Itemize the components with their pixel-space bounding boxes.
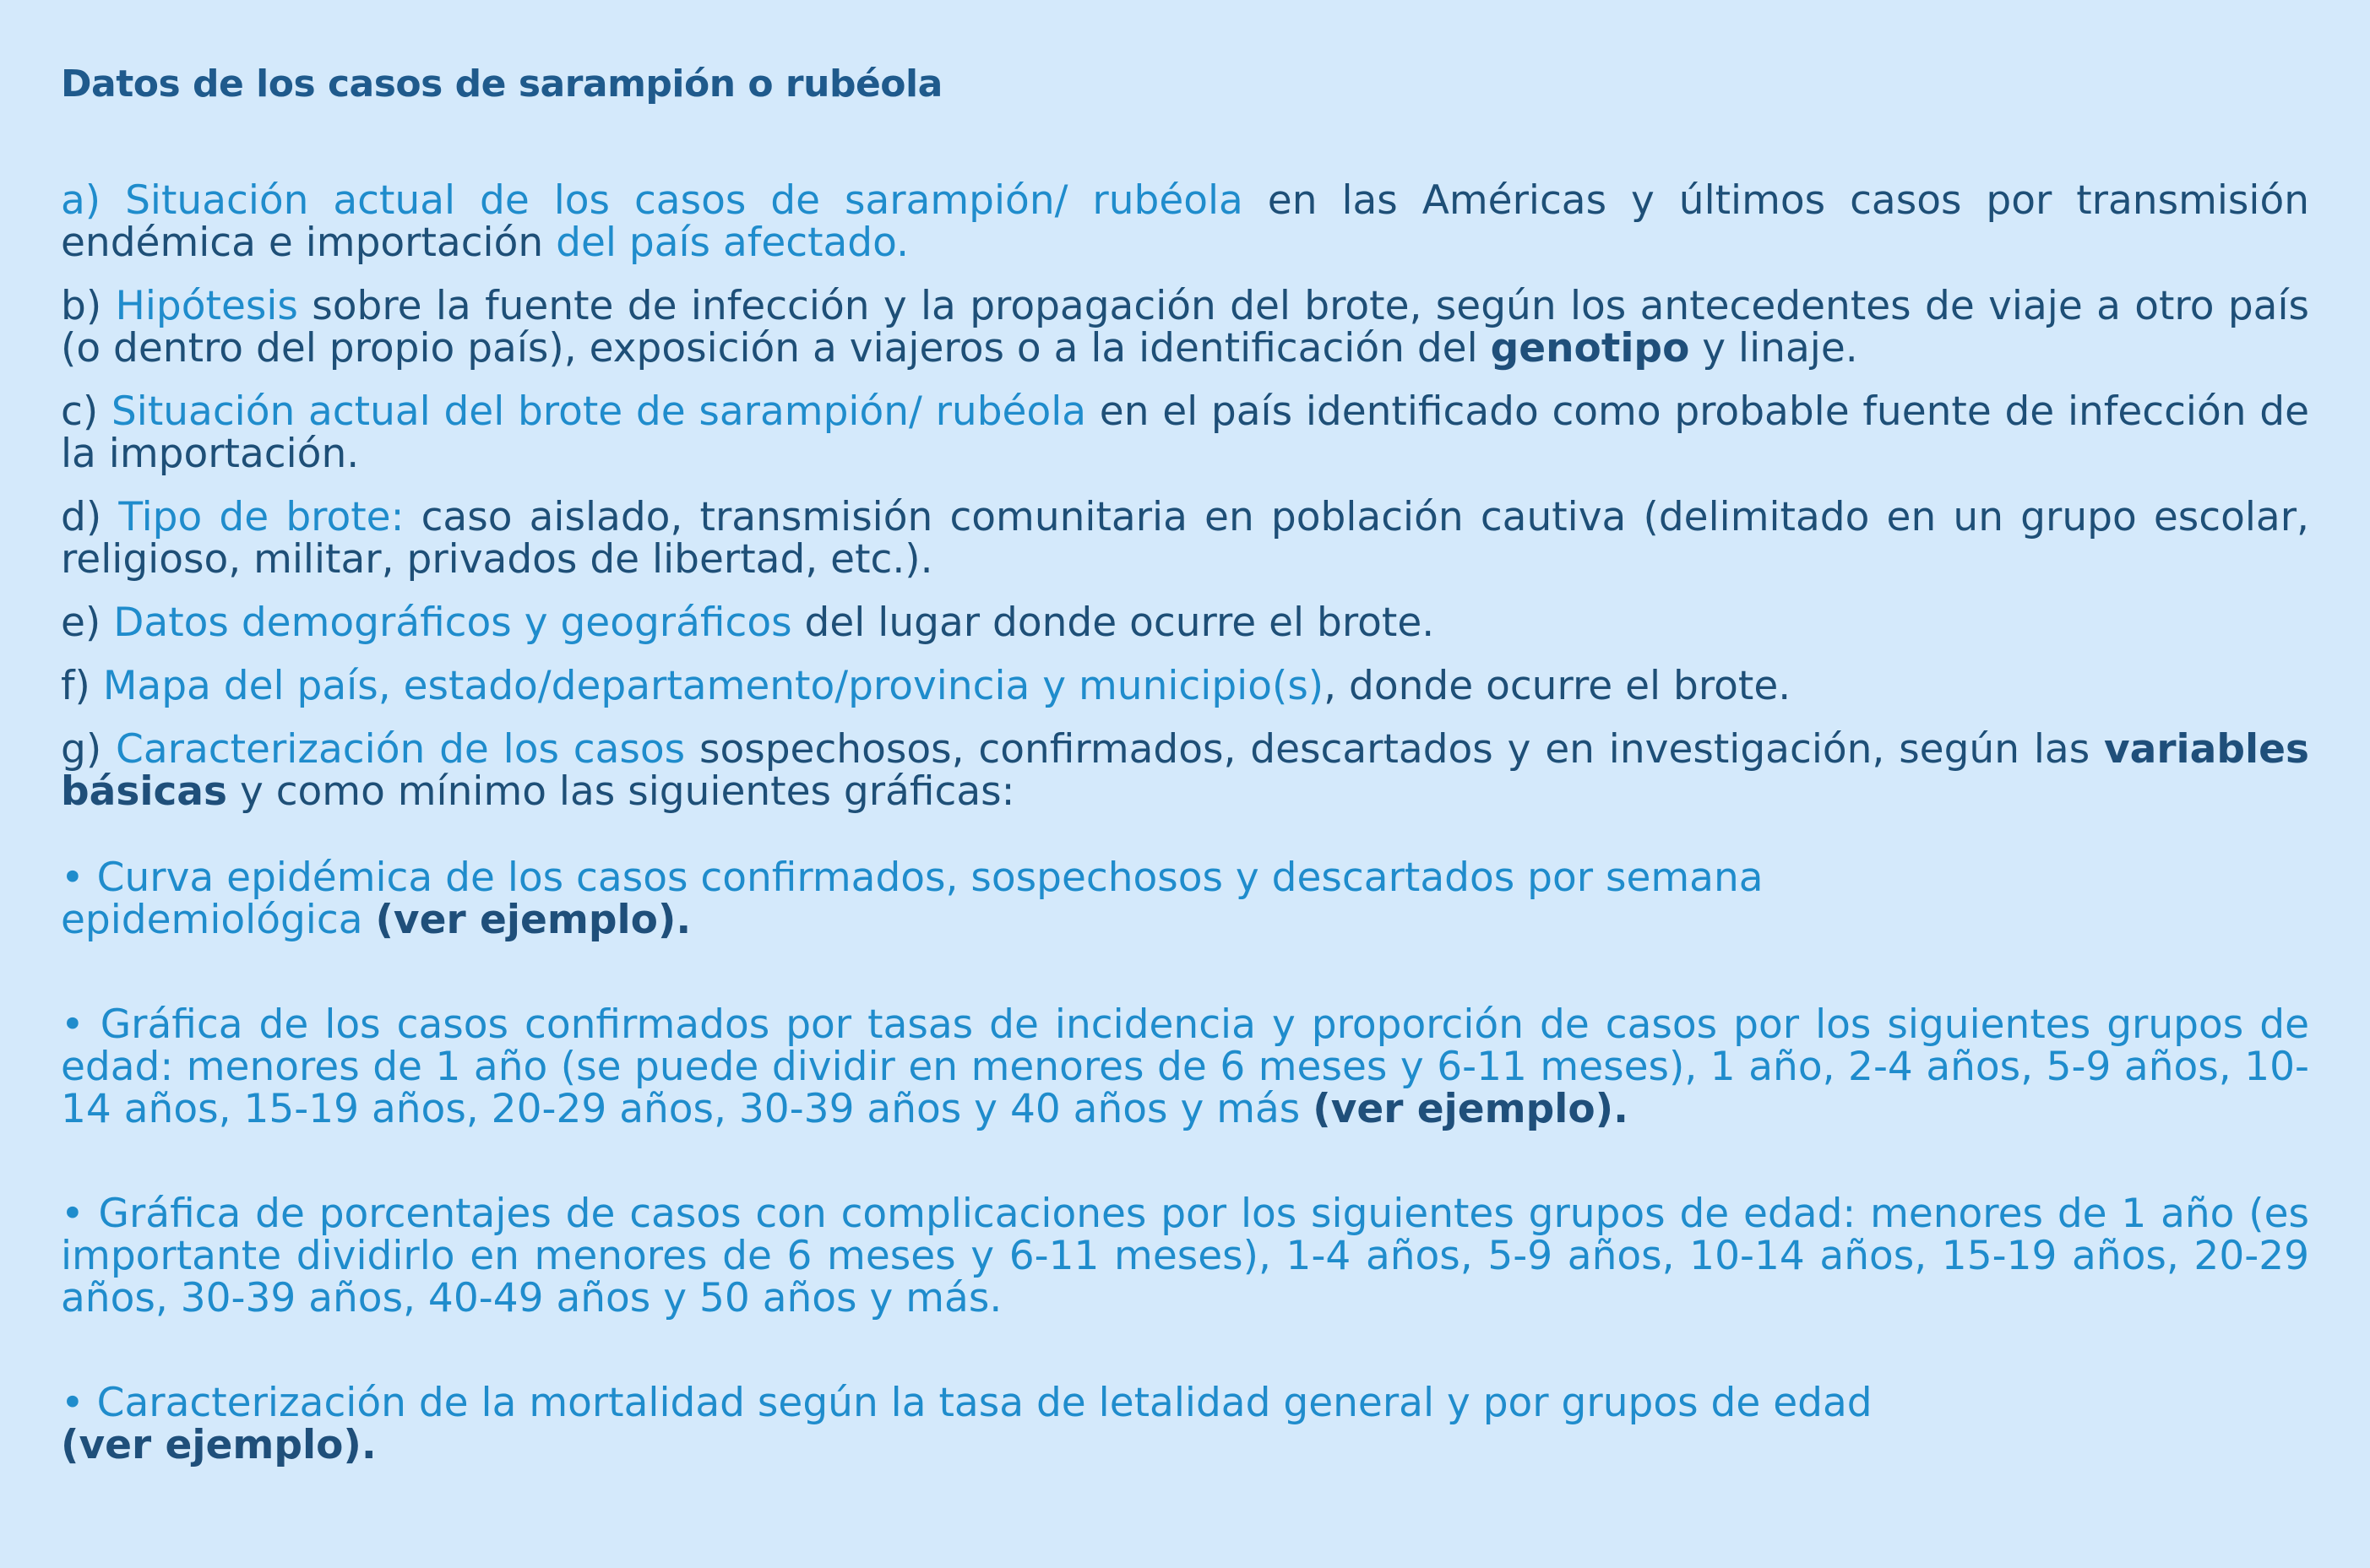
item-marker: c) [61, 388, 99, 435]
item-text: , donde ocurre el brote. [1324, 663, 1791, 709]
page-title: Datos de los casos de sarampión o rubéola [61, 62, 943, 106]
item-highlight: Caracterización de los casos [116, 726, 686, 773]
list-item-e [61, 602, 2309, 644]
item-highlight: Tipo de brote: [118, 494, 405, 540]
bullet-text: • Caracterización de la mortalidad según la tasa de letalidad general y por grupos de edad [61, 1380, 1873, 1426]
bullet-text: • Gráfica de porcentajes de casos con complicaciones por los siguientes grupos de edad: menores de 1 año (es importante dividirlo en menores de 6 meses y 6-11 meses), 1-4 años, 5-9 años, 10-14 años, 15-19 años, 20-29 años, 30-39 años, 40-49 años y 50 años y más. [61, 1191, 2309, 1321]
bullet-text: • Gráfica de los casos confirmados por tasas de incidencia y proporción de casos por los siguientes grupos de edad: menores de 1 año (se puede dividir en menores de 6 meses y 6-11 meses), 1 año, 2-4 años, 5-9 años, 10-14 años, 15-19 años, 20-29 años, 30-39 años y 40 años y más [61, 1001, 2309, 1132]
item-marker: b) [61, 283, 102, 329]
list-item-a [61, 177, 2309, 266]
item-marker: g) [61, 726, 102, 773]
bullet-item-mortality [61, 1382, 1936, 1467]
bullet-text: • Curva epidémica de los casos confirmados, sospechosos y descartados por semana epidemiológica [61, 855, 1764, 943]
bullet-item-complications [61, 1193, 2309, 1320]
item-text: sospechosos, confirmados, descartados y en investigación, según las [685, 726, 2105, 773]
item-highlight: Mapa del país, estado/departamento/provincia y municipio(s) [102, 663, 1324, 709]
item-marker: d) [61, 494, 102, 540]
list-item-g [61, 726, 2309, 815]
item-text: en el país identificado como probable fuente de infección de la importación. [61, 388, 2310, 477]
item-text: caso aislado, transmisión comunitaria en población cautiva (delimitado en un grupo escolar, religioso, militar, privados de libertad, etc.). [61, 494, 2309, 583]
bullet-item-epidemic-curve [61, 857, 1936, 941]
item-highlight: Hipótesis [115, 283, 298, 329]
bullet-list [61, 857, 2309, 1467]
item-text-2: y como mínimo las siguientes gráficas: [227, 768, 1015, 815]
bullet-item-incidence-rates [61, 1001, 2309, 1132]
item-highlight: Situación actual de los casos de sarampión/ rubéola [125, 177, 1243, 224]
see-example-link[interactable]: (ver ejemplo). [375, 897, 692, 943]
item-text: en las Américas y últimos casos por transmisión endémica e importación [61, 177, 2309, 266]
see-example-link[interactable]: (ver ejemplo). [1313, 1086, 1628, 1132]
list-item-b [61, 285, 2309, 370]
item-marker: a) [61, 177, 101, 224]
list-item-c [61, 388, 2310, 477]
item-bold: genotipo [1490, 325, 1690, 372]
item-highlight: Datos demográficos y geográficos [113, 600, 792, 646]
item-list [61, 177, 2310, 815]
item-marker: f) [61, 663, 90, 709]
item-text-2: y linaje. [1689, 325, 1858, 372]
item-text: sobre la fuente de infección y la propagación del brote, según los antecedentes de viaje a otro país (o dentro del propio país), exposición a viajeros o a la identificación del [61, 283, 2309, 372]
item-bold: variables básicas [61, 726, 2309, 815]
item-text: del lugar donde ocurre el brote. [791, 600, 1435, 646]
list-item-f [61, 665, 2309, 708]
item-highlight: Situación actual del brote de sarampión/ rubéola [111, 388, 1087, 435]
see-example-link[interactable]: (ver ejemplo). [61, 1422, 377, 1468]
item-marker: e) [61, 600, 101, 646]
list-item-d [61, 496, 2309, 581]
item-highlight-2: del país afectado. [556, 220, 910, 266]
